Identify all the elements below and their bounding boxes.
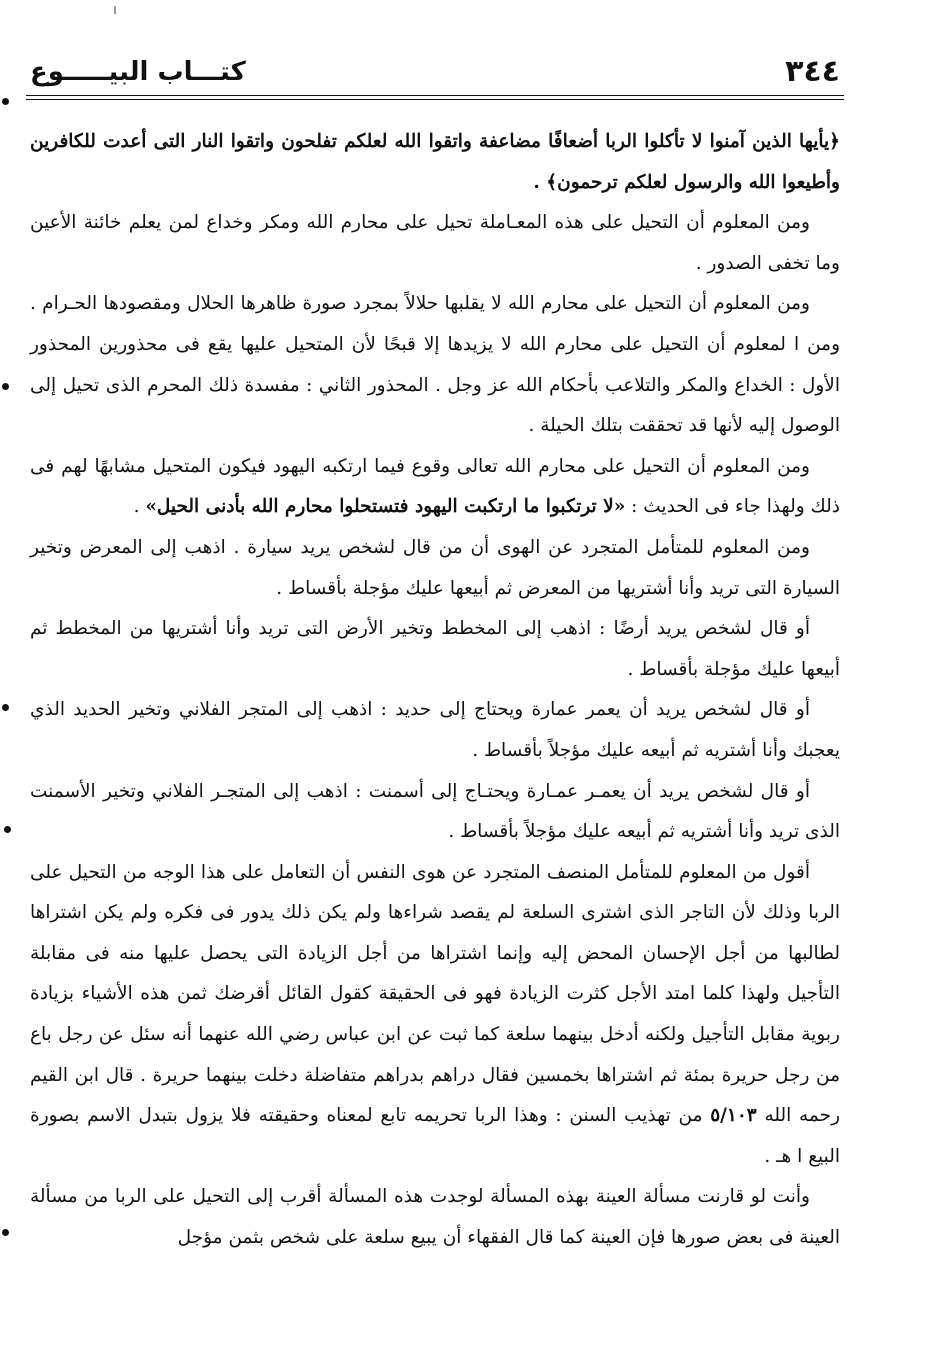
paragraph-text: . — [133, 496, 146, 518]
body-text — [30, 122, 840, 1259]
margin-dot — [2, 704, 9, 711]
paragraph: أو قال لشخص يريد أن يعمر عمارة ويحتاج إلى حديد : اذهب إلى المتجر الفلاني وتخير الحديد الذي يعجبك وأنا أشتريه ثم أبيعه عليك مؤجلاً بأقساط . — [30, 699, 840, 761]
paragraph-hadith — [30, 447, 840, 528]
margin-dot — [2, 98, 9, 105]
paragraph: وأنت لو قارنت مسألة العينة بهذه المسألة لوجدت هذه المسألة أقرب إلى التحيل على الربا من مسألة العينة فى بعض صورها فإن العينة كما قال الفقهاء أن يبيع سلعة على شخص بثمن مؤجل — [30, 1186, 840, 1249]
hadith-quote: «لا ترتكبوا ما ارتكبت اليهود فتستحلوا محارم الله بأدنى الحيل» — [145, 496, 626, 518]
header-rule-bottom — [26, 99, 844, 100]
margin-dot — [2, 1229, 9, 1236]
paragraph-text: من تهذيب السنن : وهذا الربا تحريمه تابع لمعناه وحقيقته فلا يزول بتبدل الاسم بصورة البيع ا هـ . — [30, 1105, 840, 1167]
running-title: كتـــاب البيـــــوع — [30, 57, 246, 87]
margin-dot — [2, 383, 9, 390]
scan-mark — [114, 6, 116, 14]
margin-dot — [4, 826, 11, 833]
paragraph: أو قال لشخص يريد أرضًا : اذهب إلى المخطط وتخير الأرض التى تريد وأنا أشتريها من المخطط ثم أبيعها عليك مؤجلة بأقساط . — [30, 618, 840, 680]
paragraph-text: ومن المعلوم أن التحيل على محارم الله تعالى وقوع فيما ارتكبه اليهود فيكون المتحيل مشابهًا لهم فى ذلك ولهذا جاء فى الحديث : — [30, 455, 840, 518]
quran-verse: ﴿يأيها الذين آمنوا لا تأكلوا الربا أضعافًا مضاعفة واتقوا الله لعلكم تفلحون واتقوا النار التى أعدت للكافرين وأطيعوا الله والرسول لعلكم ترحمون﴾ . — [30, 131, 840, 193]
header-rule-top — [26, 95, 844, 96]
citation-ref: ٥/١٠٣ — [710, 1105, 757, 1127]
paragraph-citation — [30, 853, 840, 1178]
paragraph: أو قال لشخص يريد أن يعمـر عمـارة ويحتـاج إلى أسمنت : اذهب إلى المتجـر الفلاني وتخير الأسمنت الذى تريد وأنا أشتريه ثم أبيعه عليك مؤجلاً بأقساط . — [30, 780, 840, 843]
paragraph: ومن المعلوم أن التحيل على هذه المعـاملة تحيل على محارم الله ومكر وخداع لمن يعلم خائنة الأعين وما تخفى الصدور . — [30, 212, 840, 274]
page-header — [30, 52, 840, 92]
paragraph: ومن المعلوم للمتأمل المتجرد عن الهوى أن من قال لشخص يريد سيارة . اذهب إلى المعرض وتخير السيارة التى تريد وأنا أشتريها من المعرض ثم أبيعها عليك مؤجلة بأقساط . — [30, 536, 840, 599]
paragraph: ومن المعلوم أن التحيل على محارم الله لا يقلبها حلالاً بمجرد صورة ظاهرها الحلال ومقصودها الحـرام . ومن ا لمعلوم أن التحيل على محارم الله لا يزيدها إلا قبحًا لأن المتحيل عليها يقع فى محذورين المحذور الأول : الخداع والمكر والتلاعب بأحكام الله عز وجل . المحذور الثاني : مفسدة ذلك المحرم الذى تحيل إلى الوصول إليه لأنها قد تحققت بتلك الحيلة . — [30, 293, 840, 437]
page-number: ٣٤٤ — [785, 54, 840, 89]
paragraph-text: أقول من المعلوم للمتأمل المنصف المتجرد عن هوى النفس أن التعامل على هذا الوجه من التحيل على الربا وذلك لأن التاجر الذى اشترى السلعة لم يقصد شراءها ولم يكن ذلك يدور فى فكره ولم يكن اشتراها لطالبها من أجل الإحسان المحض إليه وإنما اشتراها من أجل الزيادة التى يحصل عليها منه فى مقابلة التأجيل ولهذا كلما امتد الأجل كثرت الزيادة فهو فى الحقيقة كقول القائل أقرضك ثمن هذه الأشياء بزيادة ربوية مقابل التأجيل ولكنه أدخل بينهما سلعة كما ثبت عن ابن عباس رضي الله عنهما أنه سئل عن رجل باع من رجل حريرة بمئة ثم اشتراها بخمسين فقال دراهم بدراهم متفاضلة دخلت بينهما حريرة . قال ابن القيم رحمه الله — [30, 861, 840, 1127]
